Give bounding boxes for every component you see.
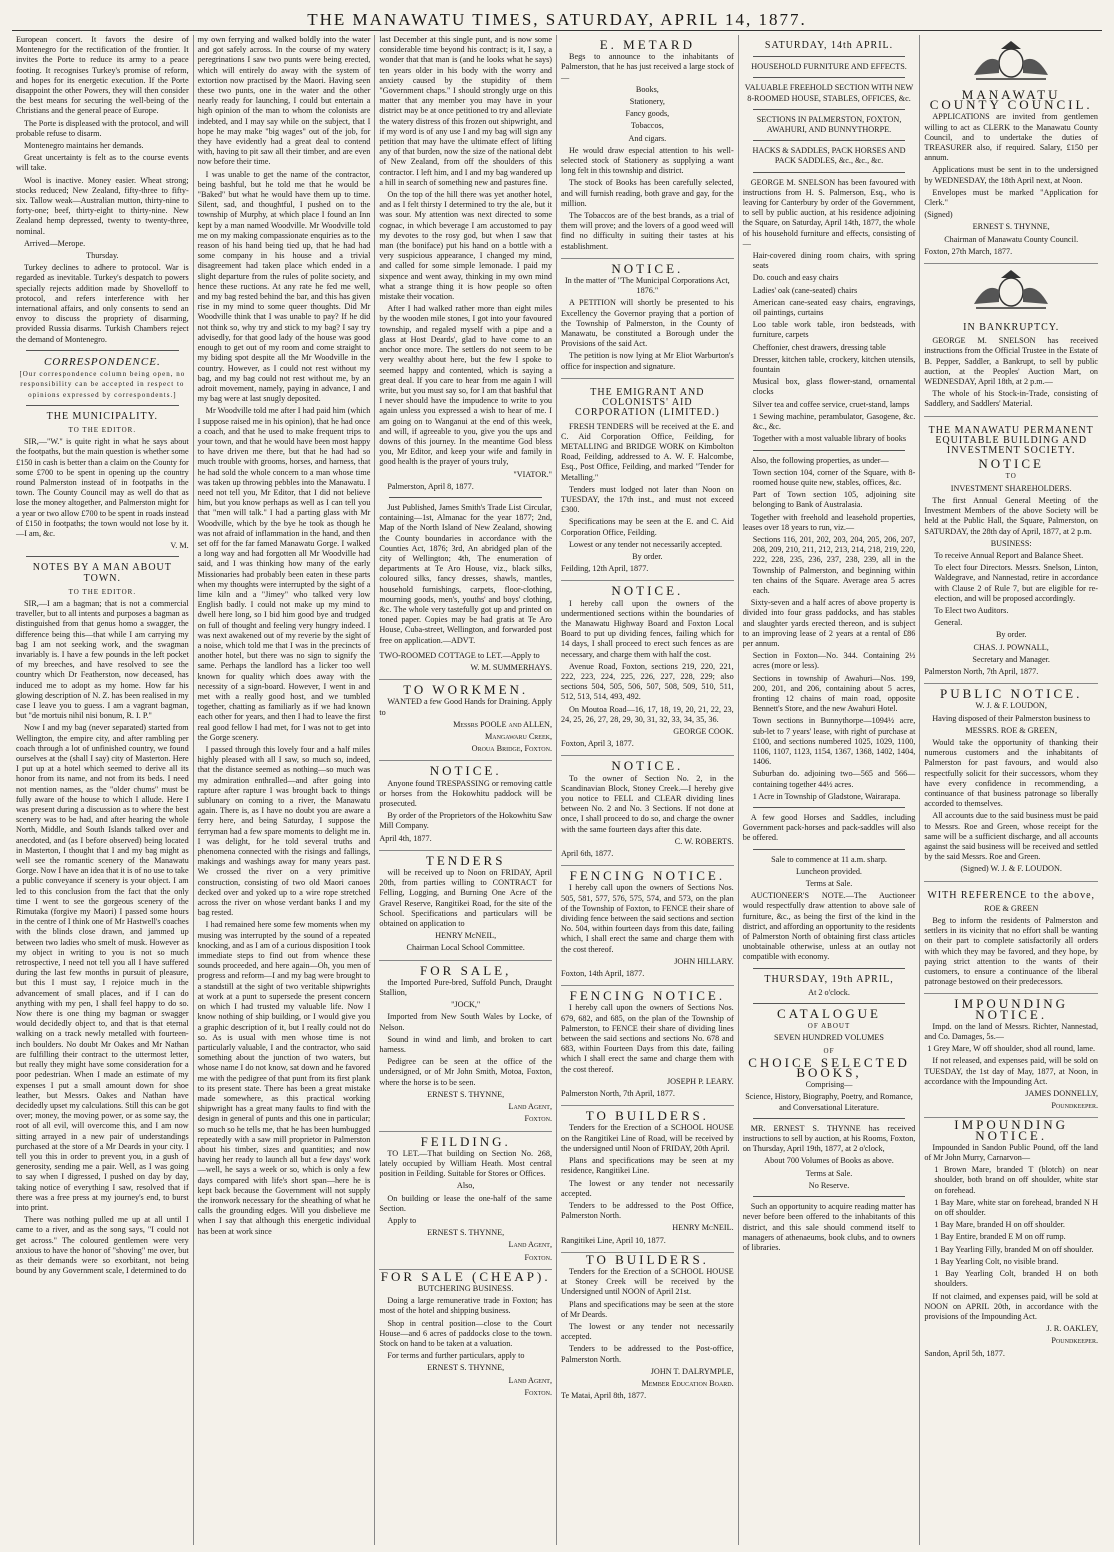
advert-text: Suburban do. adjoining two—565 and 566—containing together 44½ acres. xyxy=(752,769,916,789)
advert-heading: TO BUILDERS. xyxy=(585,1108,709,1124)
divider xyxy=(753,450,906,451)
advert-sub: TO xyxy=(1005,472,1017,481)
advert-text: A PETITION will shortly be presented to his Excellency the Governor praying that a portion of the Township of Palmerston, in the County of Manawatu, be constituted a Borough under the Provisions of the said Act. xyxy=(561,298,734,349)
advert-heading: PUBLIC NOTICE. xyxy=(939,686,1083,702)
divider xyxy=(753,77,906,78)
divider xyxy=(753,849,906,850)
signature: J. R. OAKLEY, xyxy=(1046,1324,1099,1334)
list-item: General. xyxy=(934,618,963,628)
list-item: 1 Bay Mare, branded H on off shoulder. xyxy=(934,1220,1065,1230)
advert-heading: TO BUILDERS. xyxy=(585,1251,709,1267)
signature: Land Agent, xyxy=(508,1240,553,1250)
list-item: Together with a most valuable library of books xyxy=(752,434,907,444)
advert-heading: NOTICE. xyxy=(611,583,684,599)
advert-text: (Signed) xyxy=(924,210,953,220)
advert-heading: NOTICE. xyxy=(611,758,684,774)
signature: Chairman Local School Committee. xyxy=(406,943,525,953)
advert-text: Lowest or any tender not necessarily accepted. xyxy=(569,539,723,549)
signature: Messrs POOLE and ALLEN, xyxy=(453,719,553,729)
royal-crest-icon xyxy=(966,268,1056,312)
advert-subheading: INVESTMENT SHAREHOLDERS. xyxy=(950,483,1072,493)
advert-cottage xyxy=(379,648,552,680)
advert-metard xyxy=(561,35,734,259)
article-text: Montenegro maintains her demands. xyxy=(24,141,144,151)
dateline: Foxton, 27th March, 1877. xyxy=(924,246,1013,256)
dateline: Te Matai, April 8th, 1877. xyxy=(561,1391,647,1401)
advert-text: The Tobaccos are of the best brands, as a trial of them will prove; and the lovers of a good weed will find no difficulty in suiting their tastes at his establishment. xyxy=(561,211,734,251)
advert-text: If not claimed, and expenses paid, will be sold at NOON on APRIL 20th, in accordance with the provisions of the Impounding Act. xyxy=(924,1291,1099,1321)
signature: C. W. ROBERTS. xyxy=(674,836,734,846)
advert-municipal-notice xyxy=(561,259,734,379)
divider xyxy=(753,1196,906,1197)
divider xyxy=(753,140,906,141)
advert-text: Sale to commence at 11 a.m. sharp. xyxy=(771,854,887,864)
advert-heading: FEILDING. xyxy=(420,1133,511,1149)
signature: JAMES DONNELLY, xyxy=(1025,1089,1099,1099)
article-text: Turkey declines to adhere to protocol. War is regarded as inevitable. Turkey's despatch to powers specially rejects addition made by Shovelloff to protocol, and refers interference with her international affairs, and only consents to send an envoy to discuss the propriety of disarming, provided Russia disarms. Turkish Chambers reject the demand of Montenegro. xyxy=(16,263,189,344)
signature: JOHN T. DALRYMPLE, xyxy=(650,1366,734,1376)
advert-text: Such an opportunity to acquire reading matter has never before been offered to the inhabitants of this district, and this sale should commend itself to managers of athenaeums, book clubs, and to owners of libraries. xyxy=(742,1202,916,1252)
advert-text: Shop in central position—close to the Court House—and 6 acres of paddocks close to the town. Stock on hand to be taken at a valuation. xyxy=(379,1318,553,1348)
list-item: 1 Bay Yearling Colt, no visible brand. xyxy=(934,1256,1059,1266)
advert-text: Pedigree can be seen at the office of the undersigned, or of Mr John Smith, Motoa, Foxton, where the horse is to be seen. xyxy=(379,1057,553,1087)
masthead: THE MANAWATU TIMES, SATURDAY, APRIL 14, 1877. xyxy=(12,10,1102,31)
signature: Oroua Bridge, Foxton. xyxy=(471,744,553,754)
advert-text: Impd. on the land of Messrs. Richter, Nannestad, and Co. Damages, 5s.— xyxy=(924,1021,1099,1042)
list-item: To receive Annual Report and Balance Sheet. xyxy=(934,550,1084,560)
dateline: Foxton, April 3, 1877. xyxy=(561,739,634,749)
advert-heading: IMPOUNDING NOTICE. xyxy=(954,996,1069,1022)
list-item: Tobaccos, xyxy=(630,121,664,131)
signature: HENRY McNEIL. xyxy=(672,1223,734,1233)
signature: Poundkeeper. xyxy=(1051,1336,1099,1346)
signature: HENRY McNEIL, xyxy=(435,931,497,941)
advert-text: By order. xyxy=(632,551,663,561)
letter-text: I passed through this lovely four and a half miles highly pleased with all I saw, so much so, indeed, that the distance seemed as nothing—so much was my admiration enthralled—and after going into rapture after rapture I was brought back to things sublunary on coming to a river, the Manawatu again. There is, as I have no doubt you are aware a ferry here, and being Saturday, I suppose the ferryman had a few spare moments to delight me in. I was delight, for he told several truths and phenomena connected with the risings and fallings, makings and washings away for many years past. We crossed the river on a very primitive construction, consisting of two old Maori canoes decked over and yoked up to a wire rope stretched across the river on whose verdant banks I and my bag rested. xyxy=(197,745,371,918)
advert-text: Plans and specifications may be seen at the store of Mr Deards. xyxy=(561,1299,734,1319)
advert-text: GEORGE M. SNELSON has been favoured with instructions from H. S. Palmerson, Esq., who is leaving for Canterbury by order of the Government, to sell by public auction, at his residence adjoining the Square, on Saturday, April 14th, 1877, the whole of his household furniture and effects, consisting of— xyxy=(742,177,916,248)
advert-heading: FOR SALE, xyxy=(420,962,512,978)
list-item: Stationery, xyxy=(629,97,665,107)
advert-heading: IMPOUNDING NOTICE. xyxy=(954,1117,1069,1143)
list-item: Ladies' oak (cane-seated) chairs xyxy=(752,285,858,295)
letter-text: my own ferrying and walked boldly into the water and got safely across. In the course of my watery peregrinations I saw two punts were being erected, which will entirely do away with the system of extortion now practised by the Maori. Having seen these two punts, one in the water and the other nearly ready for launching, I could but entertain a high opinion of the man to whom the colonists are indebted, and I may say while on the subject, that I hope he may make "big wages" out of the job, for they have evidently had a great deal to contend with, having to pit saw all their timber, and are even now before their time. xyxy=(197,35,371,167)
advert-butchering xyxy=(379,1268,553,1398)
dateline: Sandon, April 5th, 1877. xyxy=(924,1348,1005,1358)
advert-text: Apply to xyxy=(387,1215,417,1225)
letter-text: Mr Woodville told me after I had paid him (which I suppose raised me in his opinion), that he had once a coach, and that he used to make frequent trips to your town, and that he would have been most happy to have driven me there, but that he had had so much trouble with grooms, horses, and harness, that he had sold the whole concern to a man whose time was taken up throwing pebbles into the Manawatu. I need not tell you, Mr Editor, that I did not believe him, but you know perhaps as well as I can tell you that "men will talk." I had a parting glass with Mr Woodville, which by the bye he took as though he was not afraid of inflammation in the hand, and then set off for the far famed Manawatu Gorge. I walked a long way and had forgotten all Mr Woodville had said, and I was thinking how many of the early Missionaries had probably been eaten in these parts when my thoughts were interrupted by the sight of a lime kiln and a "Jimey" who talked very low English badly. I could not make up my mind to dwell here long, so I bid him good bye and trudged on full of thought and feeling very hungry indeed. I was next awakened out of my reverie by the sight of a noise, which told me that I was in the precincts of another hotel, but there was no sign to signify the same. Perhaps the landlord has a licker too well known for quality which does away with the necessity of a sign-board. However, I went in and met with a really good host, and we tumbled together, chatting as familiarly as if we had known each other for years, and then I had to leave the first real good fellow I had met, for I was not to get into the Gorge scenery. xyxy=(197,406,371,742)
advert-builders-mcneil xyxy=(561,1106,734,1252)
advert-text: Sections 116, 201, 202, 203, 204, 205, 206, 207, 208, 209, 210, 211, 212, 213, 214, 218, 219, 220, 222, 228, 235, 236, 237, 238, 239, all in the Township of Palmerston, and beginning within ten chains of the Square. Average area 5 acres each. xyxy=(752,534,916,595)
advert-text: Sections in township of Awahuri—Nos. 199, 200, 201, and 206, containing about 5 acres, fronting 12 chains of main road, opposite Bennett's Store, and the new Awahuri Hotel. xyxy=(752,673,916,714)
column-1 xyxy=(12,35,194,1545)
list-item: 1 Bay Yearling Filly, branded M on off shoulder. xyxy=(934,1244,1094,1254)
dateline: April 6th, 1877. xyxy=(561,849,614,859)
advert-text: Tenders for the Erection of a SCHOOL HOUSE on the Rangitikei Line of Road, will be received by the undersigned until Noon of FRIDAY, 20th April. xyxy=(561,1123,734,1153)
section-heading: CORRESPONDENCE. xyxy=(43,355,161,368)
list-item: Do. couch and easy chairs xyxy=(752,273,839,283)
advert-text: The stock of Books has been carefully selected, and will furnish reading, both grave and gay, for the million. xyxy=(561,178,734,208)
signature: Land Agent, xyxy=(508,1375,553,1385)
letter-text: There was nothing pulled me up at all until I came to a river, and as the song says, "I could not get across." The coloured gentlemen were very anxious to have the honor of "shoving" me over, but as their demands were so exorbitant, not being bound by any Government scale, I determined to do xyxy=(16,1215,189,1276)
dateline: Palmerston North, 7th April, 1877. xyxy=(561,1089,675,1099)
advert-text: Specifications may be seen at the E. and C. Aid Corporation Office, Feilding. xyxy=(561,517,734,537)
advert-text: Tenders to be addressed to the Post-office, Palmerston North. xyxy=(561,1344,734,1364)
dateline: Feilding, 12th April, 1877. xyxy=(561,564,649,574)
advert-text: Tenders for the Erection of a SCHOOL HOUSE at Stoney Creek will be received by the Undersigned until NOON of April 21st. xyxy=(561,1266,734,1297)
advert-text: The petition is now lying at Mr Eliot Warburton's office for inspection and signature. xyxy=(561,351,734,371)
advert-subheading: In the matter of "The Municipal Corporations Act, 1876." xyxy=(564,276,730,296)
columns xyxy=(12,35,1102,1545)
signature: ERNEST S. THYNNE, xyxy=(427,1363,505,1373)
column-3 xyxy=(375,35,557,1545)
subheading: TO THE EDITOR. xyxy=(68,587,137,596)
letter-text: I had remained here some few moments when my musing was interrupted by the sound of a repeated knocking, and as I am of a curious disposition I took immediate steps to find out from whence these sounds proceeded, and here again—Oh, you men of progress and reform—I and my bag were brought to a standstill at the sight of two veritable shipwrights at work at a punt to supersede the present concern on which I had trusted my valuable life. Now I know nothing of ship building, or I would give you a graphic description of it, but I really could not do so. As is usual with men whose time is not particularly valuable, I and the contractor, who said something about the junction of two waters, but whose name I do not know, sat down and he favored me with the pedigree of that punt from its first plank to its present state. There has been a great mistake made somewhere, as this practical working shipwright has a great many faults to find with the design in general of punts and this one in particular; so much so he tells me, that he has been humbugged repeatedly with a saw mill proprietor in Palmerston about his timber, sizes and quantities; and now having her ready to launch all but a few days' work—well, he says a week or so, which is only a few days compared with life's short span—here he is kept back because the Government will not supply the ironwork necessary for the sheathing of what he calls the grounding edges. Will you disbelieve me when I say that although this energetic individual has been at work since xyxy=(197,920,371,1236)
letter-text: Now I and my bag (never separated) started from Wellington, the empire city, and after rambling per coach through a lot of unfinished country, we found ourselves at the (shall I say) city of Masterton. Here I put up at a hotel which seemed to derive all its honor from its name, and not from its beds. I need not mention names, as the "older chums" must be fully aware of the house to which I allude. Here I was present during a discussion as to where the best scenery was to be had, and after hearing the whole North, Middle, and South Islands talked over and anecdoted, and (as I before observed) being located in Masterton, I thought that I and my bag might as well see the romantic scenery of the Manawatu Gorge. Now I have an idea that it is of no use to take a public conveyance if scenery is your object. I am led to this conclusion from the fact that the only time I went to see the gorgeous scenery of the Rimutaka (forgive my Maori) I passed some hours in the centre of I think one of Mr Hastwell's coaches with the blinds close drawn, and jammed up between two ladies who smelt of musk. However as my object in writing to you is not so much retrospective, I need not tell you all I have suffered during the last few months in pursuit of pleasure, but this I must say, I rejoice much in the advancement of small places, and if I can do anything with my pen, I shall feel happy to do so. Now there is one thing my bagman or swagger would decidedly object to, and that is that eternal walking on a track newly metalled with fourteen-inch boulders. No doubt Mr Oakes and Mr Nathan are fulfilling their contract to the uttermost letter, but really they might have some consideration for a poor pedestrian. When I made an estimate of my expenses I put a small amount down for shoe leather, but Messrs. Oakes and Nathan have decidedly upset my calculations. Still this can be got over; money, the moving power, or as some say, the root of all evil, will overcome this, and I am now sitting arrayed in a new pair of understandings purchased at the store of a Mr Deards in your city. I tell you this in order to prevent you, in a gush of generosity, sending me a pair. Well, as I was going to say when I digressed, I pushed on day by day, taking notice of everything I saw, resolved that if there was a free press at my journey's end, to burst into print. xyxy=(16,723,189,1212)
divider xyxy=(753,1003,906,1004)
advert-text: FRESH TENDERS will be received at the E. and C. Aid Corporation Office, Feilding, for METALLING and BRIDGE WORK on Kimbolton Road, Feilding, addressed to A. W. F. Halcombe, Esq., Post Office, Feilding, and marked "Tender for Metalling." xyxy=(561,421,734,482)
signature: JOSEPH P. LEARY. xyxy=(666,1076,734,1086)
advert-workmen xyxy=(379,680,552,761)
subheading: TO THE EDITOR. xyxy=(68,425,137,434)
signature: Foxton. xyxy=(524,1252,553,1262)
list-item: Dresser, kitchen table, crockery, kitchen utensils, fountain xyxy=(752,354,916,375)
dateline: Foxton, 14th April, 1877. xyxy=(561,969,645,979)
advert-text: AUCTIONEER'S NOTE.—The Auctioneer would respectfully draw attention to above sale of furniture, &c., as being the first of the kind in the district, and affording an opportunity to the residents of Palmerston North of obtaining first class articles unobtainable otherwise, unless at an outlay not compatible with economy. xyxy=(742,891,916,962)
list-item: To Elect two Auditors. xyxy=(934,605,1009,615)
catalogue-sub: OF xyxy=(823,1046,835,1055)
article-text: Wool is inactive. Money easier. Wheat strong; stocks reduced; New Zealand, fifty-three to fifty-six. Tallow weak—Australian mutton, thirty-nine to forty-one; beef, thirty-eight to thirty-nine. New Zealand hemp depressed, twenty to twenty-three, nominal. xyxy=(16,175,189,236)
advert-text: Section in Foxton—No. 344. Containing 2½ acres (more or less). xyxy=(752,651,916,671)
advert-feilding xyxy=(379,1132,552,1270)
advert-text: APPLICATIONS are invited from gentlemen willing to act as CLERK to the Manawatu County Council, and to undertake the duties of TREASURER also, if required. Salary, £150 per annum. xyxy=(924,112,1099,163)
advert-heading: FOR SALE (CHEAP). xyxy=(380,1268,551,1284)
advert-text: Terms at Sale. xyxy=(805,1168,853,1178)
advert-text: Luncheon provided. xyxy=(796,866,862,876)
advert-text: Tenders must lodged not later than Noon on TUESDAY, the 17th inst., and must not exceed £300. xyxy=(561,484,734,515)
signature: Member Education Board. xyxy=(641,1378,734,1388)
advert-text: A few good Horses and Saddles, including Government pack-horses and pack-saddles will also be offered. xyxy=(742,813,916,843)
signature: ERNEST S. THYNNE, xyxy=(427,1228,505,1238)
catalogue-heading: CATALOGUE xyxy=(777,1006,881,1022)
divider xyxy=(753,56,906,57)
advert-text: Applications must be sent in to the undersigned by WEDNESDAY, the 18th April next, at Noon. xyxy=(924,165,1099,185)
horse-name: "JOCK," xyxy=(451,1000,481,1010)
dateline: Palmerston, April 8, 1877. xyxy=(387,481,474,491)
advert-text: For terms and further particulars, apply to xyxy=(387,1351,525,1361)
advert-text: WANTED a few Good Hands for Draining. Apply to xyxy=(379,697,553,717)
list-item: Cheffonier, chest drawers, dressing table xyxy=(752,342,886,352)
advert-heading: FENCING NOTICE. xyxy=(569,988,726,1004)
advert-text: Just Published, James Smith's Trade List Circular, containing—1st, Almanac for the year 1877; 2nd, Map of the North Island of New Zealand, showing the County boundaries in accordance with the Counties Act, 1876; 3rd, An abridged plan of the city of Wellington; 4th, The enumeration of departments at Te Aro House, viz., black silks, coloured silks, fancy dresses, shawls, mantles, household furnishings, carpets, floor-clothing, mourning goods, men's, youths' and boys' clothing, &c. The whole very tastefully got up and printed on toned paper. Copies may be had gratis at Te Aro House, Cuba-street, Wellington, and forwarded post free on application.—ADVT. xyxy=(379,502,553,645)
signature: ERNEST S. THYNNE, xyxy=(972,222,1050,232)
advert-text: The lowest or any tender not necessarily accepted. xyxy=(561,1178,734,1198)
catalogue-sub: Comprising— xyxy=(805,1080,853,1090)
list-item: Musical box, glass flower-stand, ornamental clocks xyxy=(752,377,916,397)
advert-trespass-notice xyxy=(379,761,552,850)
letter-text: SIR,—"W." is quite right in what he says about the footpaths, but the main question is whether some £150 in cash is better than a claim on the County for some £700 to be spent in opening up the country round Palmerston instead of in footpaths in the town. The County Council may as well do that as lose the money altogether, and Palmerston might for a year or two allow £700 to be spent in roads instead of £150 in footpaths; the town would not lose by it.—I am, &c. xyxy=(16,437,189,538)
advert-heading: MANAWATU COUNTY COUNCIL. xyxy=(929,87,1093,113)
catalogue-sub: OF ABOUT xyxy=(807,1022,851,1031)
article-text: The Porte is displeased with the protocol, and will probable refuse to disarm. xyxy=(16,118,189,138)
sale-heading: VALUABLE FREEHOLD SECTION WITH NEW 8-ROOMED HOUSE, STABLES, OFFICES, &c. xyxy=(744,83,914,103)
sale-date-heading: SATURDAY, 14th APRIL. xyxy=(764,40,894,51)
advert-roe-green xyxy=(924,882,1098,995)
list-item: Hair-covered dining room chairs, with spring seats xyxy=(752,251,916,271)
advert-text: To the owner of Section No. 2, in the Scandinavian Block, Stoney Creek.—I hereby give you notice to FELL and CLEAR dividing lines between No. 2 and No. 3 Sections. If not done at once, I shall proceed to do so, and charge the owner with the same fourteen days after this date. xyxy=(561,773,734,834)
advert-text: On building or lease the one-half of the same Section. xyxy=(379,1193,553,1213)
advert-subheading: W. J. & F. LOUDON, xyxy=(975,701,1047,711)
divider xyxy=(753,109,906,110)
advert-text: Doing a large remunerative trade in Foxton; has most of the hotel and shipping business. xyxy=(379,1296,553,1316)
advert-fence-notice-cook xyxy=(561,581,734,756)
list-item: 1 Bay Entire, branded E M on off rump. xyxy=(934,1232,1066,1242)
advert-text: Sound in wind and limb, and broken to cart harness. xyxy=(379,1034,553,1055)
advert-county-council xyxy=(924,85,1098,264)
advert-heading: NOTICE xyxy=(978,456,1045,472)
catalogue-heading: CHOICE SELECTED BOOKS, xyxy=(748,1054,910,1081)
advert-text: On Moutoa Road—16, 17, 18, 19, 20, 21, 22, 23, 24, 25, 26, 27, 28, 29, 30, 31, 32, 33, 34, 35, 36. xyxy=(561,704,734,724)
advert-fencing-leary xyxy=(561,986,734,1106)
catalogue-sub: SEVEN HUNDRED VOLUMES xyxy=(774,1033,884,1043)
list-item: Loo table work table, iron bedsteads, with furniture, carpets xyxy=(752,320,916,340)
article-text: Arrived—Merope. xyxy=(24,238,86,248)
advert-stallion xyxy=(379,961,552,1132)
list-item: To elect four Directors. Messrs. Snelson, Linton, Waldegrave, and Nannestad, retire in accordance with Clause 2 of Rule 7, but are eligible for re-election, and will be proposed accordingly. xyxy=(934,563,1099,603)
advert-text: Plans and specifications may be seen at my residence, Rangitikei Line. xyxy=(561,1156,734,1176)
divider xyxy=(753,172,906,173)
advert-text: Part of Town section 105, adjoining site belonging to Bank of Australasia. xyxy=(752,490,916,510)
advert-text: Also, the following properties, as under— xyxy=(750,455,889,465)
advert-heading: NOTICE. xyxy=(611,260,684,276)
signature: ERNEST S. THYNNE, xyxy=(427,1089,505,1099)
advert-text: will be received up to Noon on FRIDAY, April 20th, from parties willing to CONTRACT for Felling, Logging, and Burning One Acre of the Gravel Reserve, Rangitikei Road, for the site of the School. Specifications and particulars will be obtained on application to xyxy=(379,868,553,929)
divider xyxy=(26,350,179,351)
advert-text: Beg to inform the residents of Palmerston and settlers in its vicinity that no effort shall be wanting on their part to complete satisfactorily all orders with which they may be favored, and they hope, by paying strict attention to the wants of their customers, to ensure a continuance of the liberal patronage bestowed on their predecessors. xyxy=(924,916,1099,987)
column-6 xyxy=(920,35,1102,1545)
advert-heading: THE MANAWATU PERMANENT EQUITABLE BUILDING AND INVESTMENT SOCIETY. xyxy=(928,424,1094,457)
signature: CHAS. J. POWNALL, xyxy=(973,642,1049,652)
advert-heading: TENDERS xyxy=(425,852,506,868)
advert-heading: WITH REFERENCE to the above, xyxy=(927,889,1096,901)
letter-text: On the top of the hill there was yet another hotel, and as I felt thirsty I determined to try the ale, but it was sour. My attention was next directed to some cognac, in which beverage I am accustomed to pay my devotes to the rosy god, but when I saw that man (the boniface) put his hand on a bottle with a very suspicious appearance, I changed my mind, and called for some simple lemonade. I paid my sixpence and went away, thinking in my own mind what a strange thing it is how people so often mistake their vocation. xyxy=(379,190,553,302)
article-heading: NOTES BY A MAN ABOUT TOWN. xyxy=(32,562,172,584)
divider xyxy=(389,497,542,498)
signature: Mangawaru Creek, xyxy=(484,732,553,741)
sale-heading: HOUSEHOLD FURNITURE AND EFFECTS. xyxy=(751,62,907,72)
divider xyxy=(753,807,906,808)
advert-text: I hereby call upon the owners of Sections Nos. 505, 581, 577, 576, 575, 574, and 573, on the plan of the Township of Foxton, to FENCE their share of dividing fence between the said sections and section No. 504, within fourteen days from this date, failing which, I shall erect the same and charge them with the cost thereof. xyxy=(561,883,734,954)
advert-notice-roberts xyxy=(561,756,734,866)
signature: GEORGE COOK. xyxy=(673,726,734,736)
catalogue-sub: Science, History, Biography, Poetry, and Romance, and Conversational Literature. xyxy=(745,1092,913,1112)
dateline: April 4th, 1877. xyxy=(379,833,432,843)
royal-crest-icon xyxy=(966,39,1056,83)
advert-text: Also, xyxy=(456,1181,475,1191)
signature: Land Agent, xyxy=(508,1102,553,1112)
signature: V. M. xyxy=(170,541,189,551)
advert-text: the Imported Pure-bred, Suffold Punch, Draught Stallion, xyxy=(379,977,553,998)
signature: Foxton. xyxy=(524,1114,553,1124)
advert-text: The first Annual General Meeting of the Investment Members of the above Society will be held at the Public Hall, the Square, Palmerston, on SATURDAY, the 28th day of April, 1877, at 2 p.m. xyxy=(924,495,1099,536)
advert-text: I hereby call upon the owners of Sections Nos. 679, 682, and 685, on the plan of the Township of Palmerston, to FENCE their share of dividing lines between the said sections and sections No. 678 and 683, within Fourteen Days from this date, failing which I shall erect the same and charge them with the cost thereof. xyxy=(561,1003,734,1074)
advert-heading: NOTICE. xyxy=(429,763,502,779)
advert-text: The whole of his Stock-in-Trade, consisting of Saddlery, and Saddlers' Material. xyxy=(924,389,1099,409)
column-4 xyxy=(557,35,739,1545)
article-heading: THE MUNICIPALITY. xyxy=(46,410,159,422)
article-text: Great uncertainty is felt as to the course events will take. xyxy=(16,153,189,173)
list-item: And cigars. xyxy=(628,133,667,143)
advert-text: All accounts due to the said business must be paid to Messrs. Roe and Green, whose receipt for the same will be a sufficient discharge, and all accounts against the said business will be received and settled by the said Messrs. Roe and Green. xyxy=(924,811,1099,862)
advert-subheading: BUTCHERING BUSINESS. xyxy=(417,1283,514,1293)
advert-text: MR. ERNEST S. THYNNE has received instructions to sell by auction, at his Rooms, Foxton, on Thursday, April 19th, 1877, at 2 o'clock, xyxy=(742,1123,916,1154)
list-item: American cane-seated easy chairs, engravings, oil paintings, curtains xyxy=(752,297,916,318)
advert-text: Sixty-seven and a half acres of above property is divided into four grass paddocks, and has stables and slaughter yards erected thereon, and is subject to an improving lease of 2 years at a rental of £86 per annum. xyxy=(742,598,916,648)
divider xyxy=(753,1118,906,1119)
letter-text: I was unable to get the name of the contractor, being bashful, but he told me that he would be "Baked" but what he would have them up to time. Silent, sad, and thoughtful, I pushed on to the township of Murphy, at which place I found an Inn kept by a man named Woodville. Mr Woodville told me on my making compassionate enquiries as to the reason of his hand being tied up, that he had had some company in his house and a trivial disagreement had taken place which ended in a slight departure from the rules of polite society, and hence these ructions. At any rate he fed me well, and my bag rested behind the bar, and this has given rise in my mind to some queer thoughts. Did Mr Woodville think that I was unable to pay? If he did not think so, why try and stick to my bag? I say try advisedly, for that good lady of the house was good enough to get out of my room and come straight to my biding spot despite all the Mr Woodville in the country. However, as I could not rest without my bag, and my bag could not rest without me, by an adroit movement, namely, paying in advance, I and my bag were at last snugly deposited. xyxy=(197,169,371,404)
advert-public-notice xyxy=(924,684,1098,881)
signature: "VIATOR." xyxy=(513,469,553,479)
letter-text: last December at this single punt, and is now some considerable time beyond his contract; is it, I say, a wonder that that man is (and he looks what he says) ten years older in his body with the worry and anxiety caused by the stupidity of them "Government chaps." I should strongly urge on this matter that any member you may have in your district may be at once petitioned to try and alleviate the watery distress of this frozen out shipwright, and if my word is of any use I and my bag will sign any petition that may have the ultimate effect of lifting any of that burden, now the size of the national debt of New Zealand, from off the shoulders of this contractor. I left him, and I and my bag wandered up a hill in search of something new and pastures fine. xyxy=(379,35,553,187)
advert-heading: FENCING NOTICE. xyxy=(569,868,726,884)
advert-text: Anyone found TRESPASSING or removing cattle or horses from the Hokowhitu paddock will be prosecuted. xyxy=(379,778,553,809)
list-item: 1 Bay Mare, white star on forehead, branded N H on off shoulder. xyxy=(934,1197,1099,1218)
divider xyxy=(26,556,179,557)
advert-text: TO LET.—That building on Section No. 268, lately occupied by William Heath. Most central position in Feilding. Suitable for Stores or Offices. xyxy=(379,1148,553,1179)
advert-heading: IN BANKRUPTCY. xyxy=(963,322,1060,334)
advert-building-society xyxy=(924,417,1098,684)
list-item: 1 Brown Mare, branded T (blotch) on near shoulder, both brand on off shoulder, white star on forehead. xyxy=(934,1165,1099,1195)
signature: JOHN HILLARY. xyxy=(674,956,734,966)
signature: Poundkeeper. xyxy=(1051,1101,1099,1111)
sale-date-heading: THURSDAY, 19th APRIL, xyxy=(764,973,894,985)
advert-subheading: BUSINESS: xyxy=(990,538,1032,548)
signature: (Signed) W. J. & F. LOUDON. xyxy=(960,864,1062,874)
advert-text: About 700 Volumes of Books as above. xyxy=(764,1156,894,1166)
advert-heading: THE EMIGRANT AND COLONISTS' AID CORPORATION (LIMITED.) xyxy=(574,386,720,419)
letter-text: After I had walked rather more than eight miles by the wooden mile stones, I got into your favoured township, and regaled myself with a pipe and a glass at Host Deards', glad to have come to an anchor once more. The settlers do not seem to be very wealthy about here, but the few I spoke to seemed happy and contented, which is saying a great deal. If you care to hear from me again I will write, but you must say so, for I am that bashful that I never should have the impudence to write to you again unless you expressed a wish to hear of me. I am going on to Wanganui at the end of this week, and will, if agreeable to you, give you the ups and downs of this journey. In the meantime God bless you, Mr Editor, and keep your wife and family in good health is the prayer of yours truly, xyxy=(379,304,553,467)
advert-text: By order. xyxy=(995,630,1027,640)
advert-text: Begs to announce to the inhabitants of Palmerston, that he has just received a large stock of— xyxy=(561,52,734,82)
advert-impounding-donnelly xyxy=(924,994,1098,1118)
signature: Secretary and Manager. xyxy=(972,654,1050,664)
dateline: Palmerston North, 7th April, 1877. xyxy=(924,666,1039,676)
advert-bankruptcy xyxy=(924,314,1098,417)
article-text: Thursday. xyxy=(86,251,119,261)
advert-text: I hereby call upon the owners of the undermentioned sections within the boundaries of the Manawatu Highway Board and Foxton Local Board to put up dividing fences, failing which for 14 days, I shall proceed to erect such fences as are necessary, and charge them with half the cost. xyxy=(561,598,734,659)
advert-heading: E. METARD xyxy=(599,37,695,52)
advert-heading: TO WORKMEN. xyxy=(403,682,529,698)
list-item: Fancy goods, xyxy=(625,109,670,119)
advert-text: Envelopes must be marked "Application for Clerk." xyxy=(924,187,1099,208)
letter-text: SIR,—I am a bagman; that is not a commercial traveller, but to all intents and purposes a bagman as distinguished from that genus homo a swagger, the difference being this—that while I am carrying my bag I am not seeking work, and the swagman invariably is. I have a few pounds in the left pocket of my breeches, and have resolved to see the country which Dr Featherston, now deceased, has induced me to adopt as my home. How far his glowing description of N. Z. has been realised in my case I leave you to guess. I am a vagrant bagman, but "de mortuis nihil nisi bonum, R. I. P." xyxy=(16,598,189,721)
advert-text: GEORGE M. SNELSON has received instructions from the Official Trustee in the Estate of B. Pepper, Saddler, a Bankrupt, to sell by public auction, at the Peoples' Auction Mart, on WEDNESDAY, April 18th, at 2 p.m.— xyxy=(924,336,1099,387)
advert-text: If not released, and expenses paid, will be sold on TUESDAY, the 1st day of May, 1877, at Noon, in accordance with the Impounding Act. xyxy=(924,1056,1099,1086)
sale-heading: SECTIONS IN PALMERSTON, FOXTON, AWAHURI, AND BUNNYTHORPE. xyxy=(756,114,902,135)
advert-fencing-hillary xyxy=(561,866,734,986)
advert-text: Together with freehold and leasehold properties, leases over 18 years to run, viz.— xyxy=(742,512,916,532)
advert-text: 1 Acre in Township of Gladstone, Wairarapa. xyxy=(752,791,901,801)
advert-text: Terms at Sale. xyxy=(805,879,853,889)
advert-subheading: ROE & GREEN xyxy=(984,903,1039,913)
list-item: Books, xyxy=(635,84,659,94)
list-item: Silver tea and coffee service, cruet-stand, lamps xyxy=(752,399,910,409)
advert-text: Imported from New South Wales by Locke, of Nelson. xyxy=(379,1012,553,1032)
divider xyxy=(26,405,179,406)
advert-text: Tenders to be addressed to the Post Office, Palmerston North. xyxy=(561,1200,734,1221)
sale-heading: HACKS & SADDLES, PACK HORSES AND PACK SADDLES, &c., &c., &c. xyxy=(752,146,906,166)
advert-text: By order of the Proprietors of the Hokowhitu Saw Mill Company. xyxy=(379,811,553,831)
dateline: Rangitikei Line, April 10, 1877. xyxy=(561,1235,666,1245)
list-item: 1 Sewing machine, perambulator, Gasogene, &c. &c., &c. xyxy=(752,411,916,432)
article-text: European concert. It favors the desire of Montenegro for the rectification of the frontier. It invites the Porte to reduce its army to a peace footing. It recognises Turkey's promise of reform, and hopes for its energetic execution. If the Porte disappoint the other Powers, they will then consider the best means for securing the well-being of the Christians and the general peace of Europe. xyxy=(16,35,189,116)
signature: Foxton. xyxy=(524,1387,553,1397)
advert-text: Town sections in Bunnythorpe—1094½ acre, sub-let to 7 years' lease, with right of purchase at £100, and sections numbered 1025, 1029, 1100, 1106, 1107, 1123, 1154, 1367, 1368, 1402, 1404, 1406. xyxy=(752,716,916,767)
advert-builders-dalrymple xyxy=(561,1251,734,1402)
advert-text: No Reserve. xyxy=(808,1180,850,1190)
advert-text: Having disposed of their Palmerston business to xyxy=(932,713,1091,723)
advert-text: The lowest or any tender not necessarily accepted. xyxy=(561,1321,734,1342)
advert-text: Would take the opportunity of thanking their numerous customers and the inhabitants of Palmerston for past favours, and would also respectfully solicit for their successors, whom they have every confidence in recommending, a continuance of that business patronage so liberally accorded to themselves. xyxy=(924,737,1099,809)
advert-subheading: MESSRS. ROE & GREEN, xyxy=(965,725,1058,735)
note: [Our correspondence column being open, no responsibility can be accepted in respect to opinions expressed by correspondents.] xyxy=(19,370,186,399)
advert-title: TWO-ROOMED COTTAGE to LET.—Apply to xyxy=(379,650,540,660)
advert-text: Impounded in Sandon Public Pound, off the land of Mr John Murry, Carnarvon— xyxy=(924,1142,1099,1163)
advert-emigrant-corporation xyxy=(561,379,734,581)
signature: Chairman of Manawatu County Council. xyxy=(944,234,1079,244)
advert-text: 1 Grey Mare, W off shoulder, shod all round, lame. xyxy=(927,1044,1096,1054)
list-item: 1 Bay Yearling Colt, branded H on both shoulders. xyxy=(934,1269,1099,1289)
signature: W. M. SUMMERHAYS. xyxy=(470,662,553,672)
sale-time: At 2 o'clock. xyxy=(808,987,850,997)
advert-tenders xyxy=(379,851,552,961)
advert-text: Town section 104, corner of the Square, with 8-roomed house quite new, stables, offices, &c. xyxy=(752,467,916,487)
advert-impounding-oakley xyxy=(924,1117,1099,1358)
column-5 xyxy=(739,35,921,1545)
advert-text: Avenue Road, Foxton, sections 219, 220, 221, 222, 223, 224, 225, 226, 227, 228, 229; also sections 504, 505, 506, 507, 508, 509, 510, 511, 512, 513, 514, 493, 492. xyxy=(561,661,734,702)
column-2 xyxy=(194,35,376,1545)
divider xyxy=(753,968,906,969)
advert-text: He would draw especial attention to his well-selected stock of Stationery as supplying a want long felt in this township and district. xyxy=(561,145,734,176)
